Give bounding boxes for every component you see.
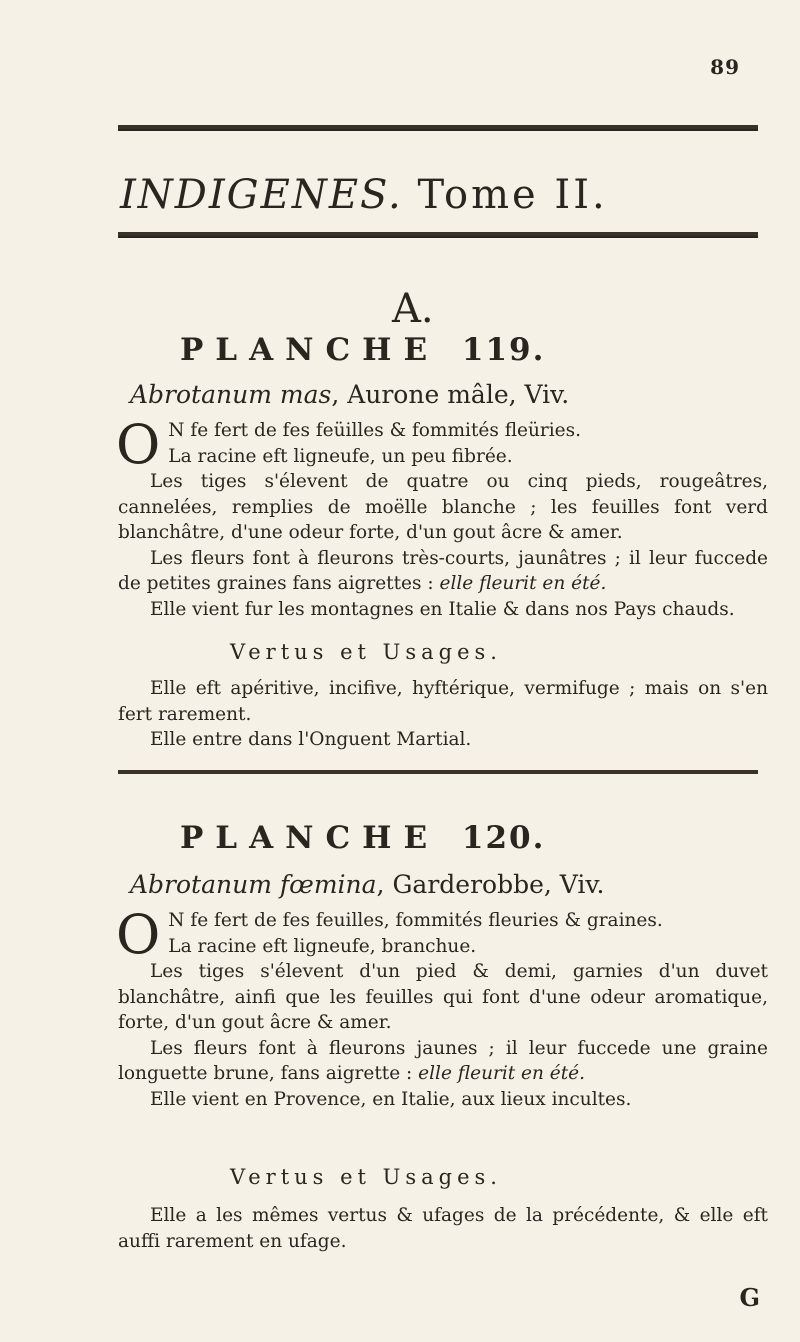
title-rule — [118, 232, 758, 238]
plate-120-french-name: , Garderobbe, Viv. — [376, 870, 605, 899]
plate-119-virtues-2: Elle entre dans l'Onguent Martial. — [150, 729, 472, 750]
plate-119-p3a: Les fleurs font à fleurons très-courts, jaunâtres ; il leur fuccede de petites graines fans aigrettes : — [118, 547, 768, 594]
plate-120-paragraph-2: Les tiges s'élevent d'un pied & demi, garnies d'un duvet blanchâtre, ainfi que les feuilles qui font d'une odeur aromatique, forte, d'un gout âcre & amer. — [118, 961, 768, 1033]
plate-119-paragraph-4: Elle vient fur les montagnes en Italie & dans nos Pays chauds. — [150, 598, 735, 620]
plate-120-p1a: N fe fert de fes feuilles, fommités fleuries & graines. — [168, 910, 663, 931]
plate-120-number: 120. — [461, 820, 546, 856]
plate-120-virtues-1: Elle a les mêmes vertus & ufages de la précédente, & elle eft auffi rarement en ufage. — [118, 1205, 768, 1252]
plate-119-plant-title — [130, 380, 780, 409]
plate-119-virtues-heading: Vertus et Usages. — [230, 640, 502, 664]
plate-120-p1b: La racine eft ligneufe, branchue. — [168, 935, 477, 957]
plate-119-label: PLANCHE — [180, 332, 440, 368]
plate-120-description — [116, 903, 768, 1112]
plate-119-description — [116, 413, 768, 622]
plate-120-latin-name: Abrotanum fœmina — [130, 870, 377, 899]
plate-119-paragraph-1 — [116, 413, 768, 476]
plate-120-label: PLANCHE — [180, 820, 440, 856]
plate-120-virtues — [118, 1203, 768, 1254]
plate-120-paragraph-3 — [118, 1036, 768, 1087]
plate-120-paragraph-1 — [116, 903, 768, 966]
plate-119-number: 119. — [461, 332, 546, 368]
plate-119-p3-italic: elle fleurit en été. — [439, 573, 607, 594]
plate-119-dropcap: O — [116, 413, 161, 476]
plate-120-virtues-heading: Vertus et Usages. — [230, 1165, 502, 1189]
plate-120-paragraph-4: Elle vient en Provence, en Italie, aux lieux incultes. — [150, 1088, 632, 1110]
plate-120-plant-title — [130, 870, 780, 899]
plate-119-heading — [180, 332, 800, 368]
plate-119-virtues — [118, 676, 768, 753]
plate-120-heading — [180, 820, 800, 856]
tome-label: Tome II. — [417, 172, 608, 218]
top-rule — [118, 125, 758, 131]
plate-120-p3a: Les fleurs font à fleurons jaunes ; il leur fuccede une graine longuette brune, fans aigrette : — [118, 1037, 768, 1084]
plate-120-p3-italic: elle fleurit en été. — [418, 1063, 586, 1084]
plate-119-latin-name: Abrotanum mas — [130, 380, 332, 409]
plate-119-paragraph-3 — [118, 546, 768, 597]
signature-mark: G — [739, 1283, 760, 1312]
section-letter: A. — [392, 286, 434, 332]
plate-119-p1b: La racine eft ligneufe, un peu fibrée. — [168, 445, 513, 467]
plate-119-paragraph-2: Les tiges s'élevent de quatre ou cinq pieds, rougeâtres, cannelées, remplies de moëlle blanche ; les feuilles font verd blanchâtre, d'une odeur forte, d'un gout âcre & amer. — [118, 471, 768, 543]
page-number: 89 — [710, 55, 740, 79]
plate-119-virtues-1: Elle eft apéritive, incifive, hyftérique, vermifuge ; mais on s'en fert rarement. — [118, 678, 768, 725]
plate-120-dropcap: O — [116, 903, 161, 966]
section-divider — [118, 770, 758, 774]
plate-119-french-name: , Aurone mâle, Viv. — [331, 380, 570, 409]
running-title-text: INDIGENES. — [120, 172, 403, 218]
plate-119-p1a: N fe fert de fes feüilles & fommités fleüries. — [168, 420, 581, 441]
running-title — [120, 172, 608, 218]
